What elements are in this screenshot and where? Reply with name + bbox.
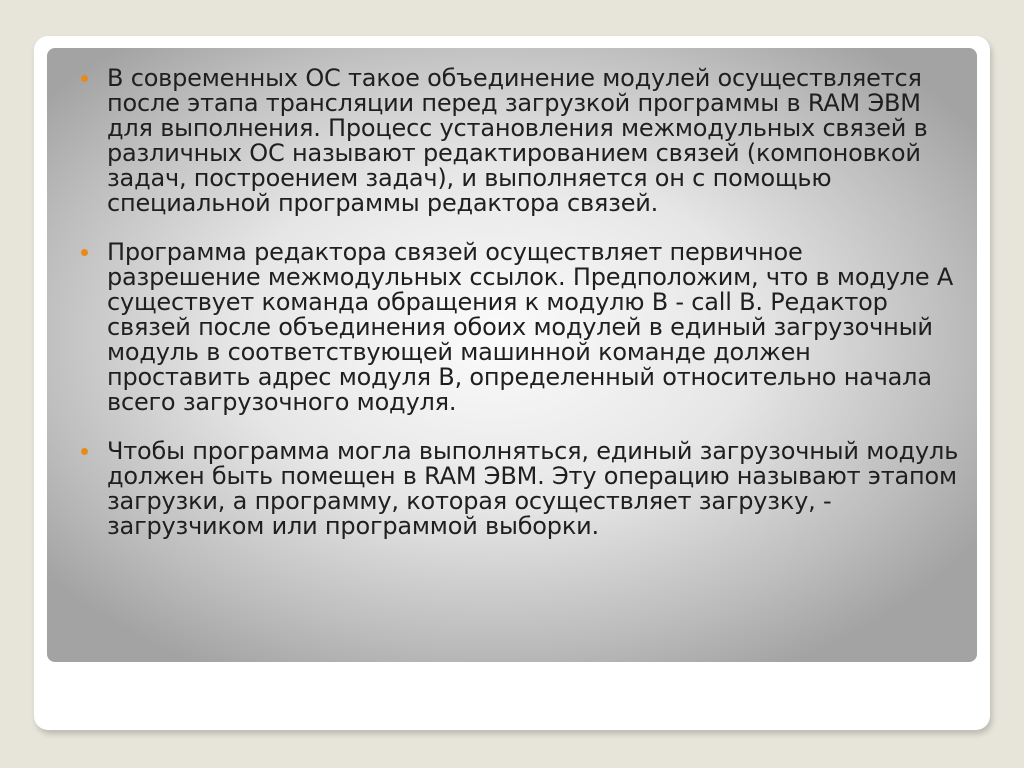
bullet-text-1: В современных ОС такое объединение модулей осуществляется после этапа трансляции перед загрузкой программы в RAM ЭВМ для выполнения. Процесс установления межмодульных связей в различных ОС называют редактированием связей (компоновкой задач, построением задач), и выполняется он с помощью специальной программы редактора связей. xyxy=(107,64,928,217)
bullet-item-3 xyxy=(80,439,960,539)
bullet-dot-icon xyxy=(81,249,88,256)
bullet-list xyxy=(80,66,960,539)
bullet-text-2: Программа редактора связей осуществляет первичное разрешение межмодульных ссылок. Предположим, что в модуле А существует команда обращения к модулю В - call B. Редактор связей после объединения обоих модулей в единый загрузочный модуль в соответствующей машинной команде должен проставить адрес модуля В, определенный относительно начала всего загрузочного модуля. xyxy=(107,238,954,416)
bullet-dot-icon xyxy=(81,75,88,82)
bullet-item-2 xyxy=(80,240,960,415)
bullet-text-3: Чтобы программа могла выполняться, единый загрузочный модуль должен быть помещен в RAM ЭВМ. Эту операцию называют этапом загрузки, а программу, которая осуществляет загрузку, - загрузчиком или программой выборки. xyxy=(107,437,959,540)
bullet-item-1 xyxy=(80,66,960,216)
bullet-dot-icon xyxy=(81,448,88,455)
